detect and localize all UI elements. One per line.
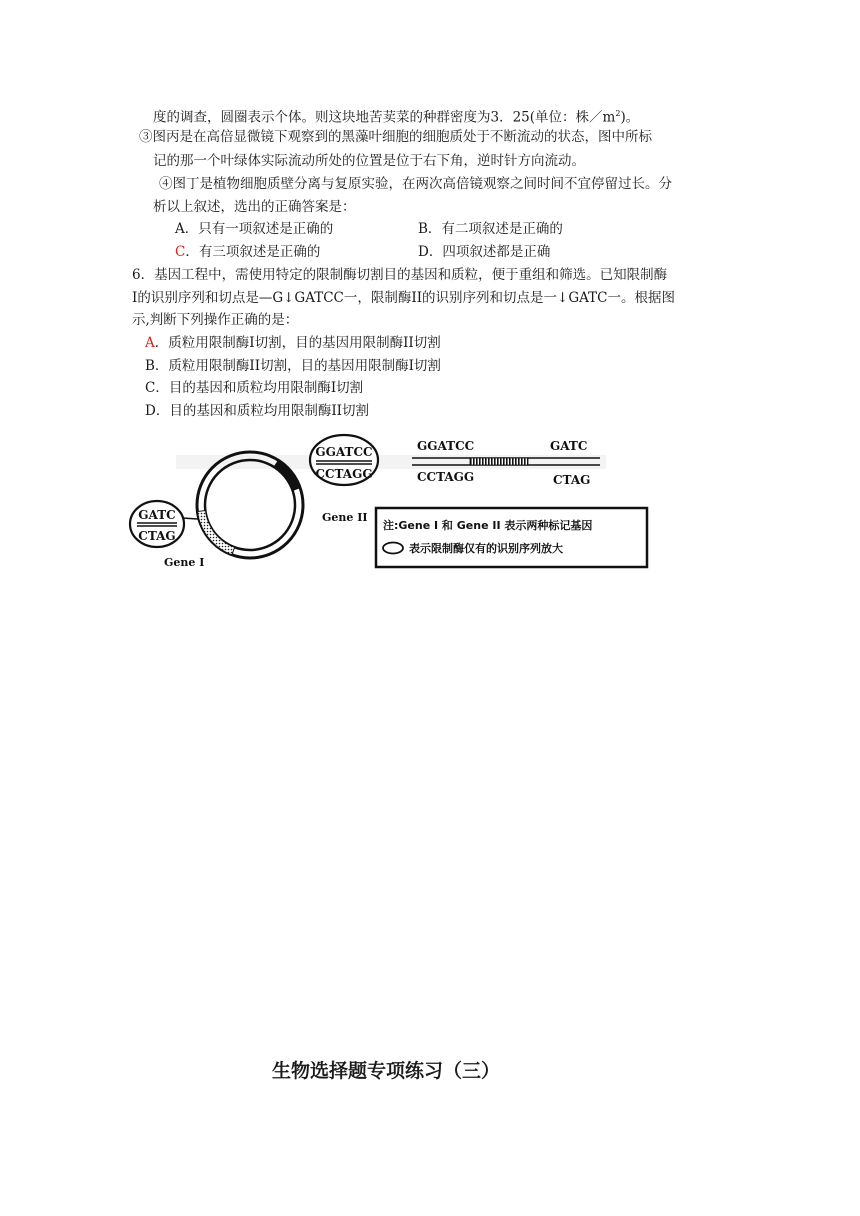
dna-cctagg: CCTAGG xyxy=(417,470,475,484)
plasmid-restriction-figure xyxy=(128,425,650,571)
ggatcc-oval-callout xyxy=(310,435,378,485)
q6-stem-line1: 6．基因工程中，需使用特定的限制酶切割目的基因和质粒，便于重组和筛选。已知限制酶 xyxy=(132,267,668,283)
q6-option-a-letter: A xyxy=(145,335,155,351)
q6-option-b: B．质粒用限制酶II切割，目的基因用限制酶I切割 xyxy=(145,358,441,374)
callout-ctag: CTAG xyxy=(138,529,176,543)
legend-note-genes: 注:Gene I 和 Gene II 表示两种标记基因 xyxy=(383,519,593,532)
q5-option-c: C．有三项叙述是正确的 xyxy=(175,244,321,260)
q5-option-a: A．只有一项叙述是正确的 xyxy=(175,221,334,237)
dna-ctag: CTAG xyxy=(553,473,591,487)
q6-option-d: D．目的基因和质粒均用限制酶II切割 xyxy=(145,403,369,419)
target-gene-segment xyxy=(470,458,528,465)
q5-item4-line1: ④图丁是植物细胞质壁分离与复原实验，在两次高倍镜观察之间时间不宜停留过长。分 xyxy=(159,176,672,192)
gene-i-label: Gene I xyxy=(164,556,205,569)
dna-gatc: GATC xyxy=(550,439,588,453)
section-title: 生物选择题专项练习（三） xyxy=(272,1060,501,1082)
q5-item4-line2: 析以上叙述，选出的正确答案是： xyxy=(153,199,356,215)
gene-ii-label: Gene II xyxy=(322,511,368,524)
oval-symbol-icon xyxy=(383,543,403,554)
q5-item3-line2: 记的那一个叶绿体实际流动所处的位置是位于右下角，逆时针方向流动。 xyxy=(153,153,585,169)
callout-cctagg: CCTAGG xyxy=(315,467,373,481)
q5-option-d: D．四项叙述都是正确 xyxy=(418,244,551,260)
q6-option-c: C．目的基因和质粒均用限制酶I切割 xyxy=(145,380,364,396)
q5-option-b: B．有二项叙述是正确的 xyxy=(418,221,563,237)
q6-stem-line3: 示,判断下列操作正确的是： xyxy=(132,312,299,328)
q5-density-line: 度的调查，圆圈表示个体。则这块地苦荬菜的种群密度为3．25(单位：株$/m^2$)。 xyxy=(153,109,640,126)
q6-stem-line2: I的识别序列和切点是—G↓GATCC一，限制酶II的识别序列和切点是一↓GATC一。根据图 xyxy=(132,290,675,306)
q5-item3-line1: ③图丙是在高倍显微镜下观察到的黑藻叶细胞的细胞质处于不断流动的状态，图中所标 xyxy=(139,129,652,145)
legend-note-oval: 表示限制酶仅有的识别序列放大 xyxy=(409,542,563,555)
dna-ggatcc: GGATCC xyxy=(417,439,475,453)
callout-gatc: GATC xyxy=(138,508,176,522)
q5-option-c-letter: C xyxy=(175,244,186,260)
legend-box xyxy=(376,508,647,567)
callout-ggatcc: GGATCC xyxy=(315,445,373,459)
q6-option-a: A．质粒用限制酶I切割，目的基因用限制酶II切割 xyxy=(145,335,441,351)
gatc-oval-callout xyxy=(130,501,184,547)
